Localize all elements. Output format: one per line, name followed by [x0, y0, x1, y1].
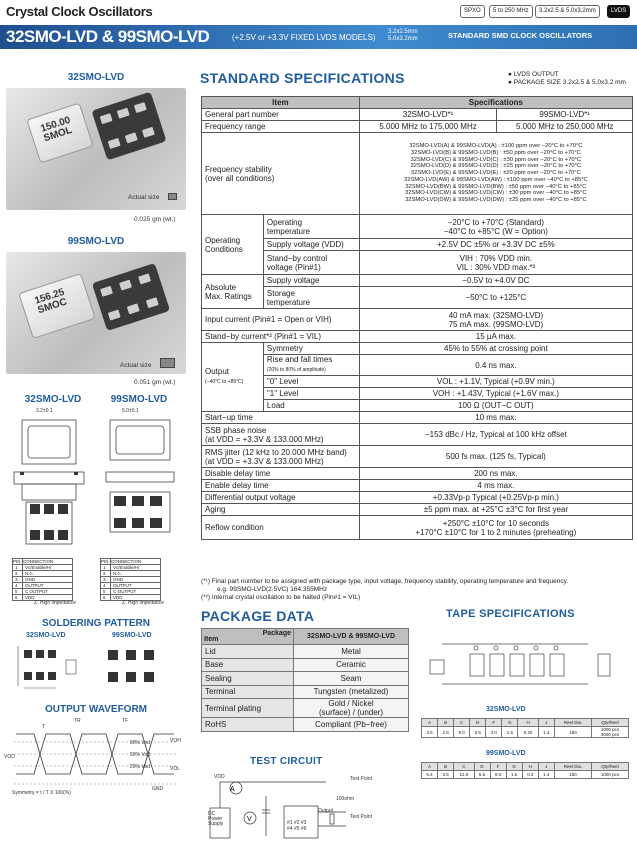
row-lvl0-val: VOL : +1.1V, Typical (+0.9V min.): [359, 376, 632, 388]
row-out-label: [202, 343, 264, 412]
pin-3: #3: [300, 820, 307, 826]
wave-gnd: GND: [152, 786, 164, 792]
row-lvl1-val: VOH : +1.43V, Typical (+1.6V max.): [359, 388, 632, 400]
row-opvdd-val: +2.5V DC ±5% or +3.3V DC ±5%: [359, 239, 632, 251]
size-2: 5.0x3.2mm: [388, 36, 418, 42]
stab-line: 32SMO-LVD(A) & 99SMO-LVD(A) : ±100 ppm over −20°C to +70°C: [409, 142, 583, 149]
row-start-val: 10 ms max.: [359, 412, 632, 424]
row-op-label: Operating Conditions: [202, 215, 264, 275]
tape-cell: 1000 pcs 3000 pcs: [592, 727, 629, 738]
pkg-corner-pkg: Package: [262, 630, 291, 637]
row-reflow-label: Reflow condition: [202, 516, 360, 540]
pkg-item: Lid: [202, 645, 294, 659]
row-stby-label: Stand−by current*² (Pin#1 = VIL): [202, 331, 360, 343]
row-part-a: 32SMO-LVD*¹: [359, 109, 497, 121]
pkg-value: Seam: [294, 672, 409, 686]
tape-cell: 180: [554, 727, 591, 738]
spec-title: STANDARD SPECIFICATIONS: [200, 70, 405, 86]
tape-cell: 8.0: [454, 727, 470, 738]
pin-table-1: [12, 558, 73, 601]
row-part-label: General part number: [202, 109, 360, 121]
spec-bullet-2: ● PACKAGE SIZE 3.2x2.5 & 5.0x3.2 mm: [508, 79, 626, 86]
tape-cell: 1.4: [538, 771, 554, 779]
tag-spxo: SPXO: [460, 5, 485, 18]
solder1-title: 32SMO-LVD: [26, 632, 66, 639]
tape-head: C: [454, 719, 470, 727]
pin-6: #6: [300, 826, 307, 832]
pin-cell: VDD: [111, 595, 161, 601]
photo1-title: 32SMO-LVD: [67, 72, 125, 83]
tape-table-1: [421, 718, 629, 738]
pkg-row: [202, 685, 409, 699]
photo2-title: 99SMO-LVD: [67, 236, 125, 247]
tape-cell: 0.3: [522, 771, 538, 779]
row-opctrl-val: VIH : 70% VDD min. VIL : 30% VDD max.*²: [359, 251, 632, 275]
test-circuit: [206, 770, 366, 846]
stab-line: 32SMO-LVD(BW) & 99SMO-LVD(BW) : ±50 ppm over −40°C to +85°C: [405, 183, 587, 190]
stab-line: 32SMO-LVD(E) & 99SMO-LVD(E) : ±20 ppm over −20°C to +70°C: [410, 170, 581, 177]
tape-drawing: [420, 624, 632, 704]
row-lvl0-label: "0" Level: [263, 376, 359, 388]
row-en-val: 4 ms max.: [359, 480, 632, 492]
model-name: 32SMO-LVD & 99SMO-LVD: [6, 27, 210, 46]
tape-head: J: [538, 763, 554, 771]
pkg-item: Sealing: [202, 672, 294, 686]
wave-vol: VOL: [170, 766, 181, 772]
pin-4: #4: [287, 826, 293, 832]
package-title: PACKAGE DATA: [201, 608, 315, 624]
tape-cell: 0.25: [518, 727, 538, 738]
row-lvl1-label: "1" Level: [263, 388, 359, 400]
out-label: Output: [205, 367, 230, 376]
circuit-r: 100ohm: [336, 796, 355, 802]
pin-cell: 5: [101, 589, 111, 595]
weight-1: 0.025 gm (wt.): [134, 216, 176, 223]
pin-cell: 6: [13, 595, 23, 601]
row-ssb-label: SSB phase noise (at VDD = +3.3V & 133.000 MHz): [202, 424, 360, 446]
solder2-title: 99SMO-LVD: [112, 632, 152, 639]
page-title: Crystal Clock Oscillators: [6, 4, 153, 19]
model-sizes: [388, 29, 418, 43]
package-table: [201, 628, 409, 732]
tape-cell: 180: [554, 771, 591, 779]
pkg-item: Base: [202, 658, 294, 672]
tape-cell: 3.5: [438, 771, 454, 779]
pin-cell: 4: [101, 583, 111, 589]
pin-cell: 1: [13, 565, 23, 571]
spec-bullet-1: ● LVDS OUTPUT: [508, 71, 559, 78]
row-abs-label: Absolute Max. Ratings: [202, 275, 264, 309]
pin-cell: N.C.: [111, 571, 161, 577]
pin-cell: 2: [101, 571, 111, 577]
stab-line: 32SMO-LVD(DW) & 99SMO-LVD(DW) : ±25 ppm over −40°C to +85°C: [405, 197, 587, 204]
wave-tf: TF: [122, 718, 129, 724]
pin-cell: C OUTPUT: [23, 589, 73, 595]
pin-cell: Vc/Enable/Hi: [111, 565, 161, 571]
tape-cell: 3.5: [422, 727, 438, 738]
pkg-item: Terminal plating: [202, 699, 294, 718]
row-freq-b: 5.000 MHz to 250.000 MHz: [497, 121, 633, 133]
pin-head: CONNECTION: [23, 559, 73, 565]
tape-cell: 5.5: [474, 771, 490, 779]
pin-cell: VDD: [23, 595, 73, 601]
wave-symmetry: Symmetry = t / T X 100(%): [12, 790, 71, 796]
row-stab-label: Frequency stability (over all conditions): [202, 133, 360, 215]
pin-cell: 4: [13, 583, 23, 589]
row-dis-val: 200 ns max.: [359, 468, 632, 480]
row-rms-label: RMS jitter (12 kHz to 20.000 MHz band) (at VDD = +3.3V & 133.000 MHz): [202, 446, 360, 468]
row-part-b: 99SMO-LVD*¹: [497, 109, 633, 121]
banner-right-label: STANDARD SMD CLOCK OSCILLATORS: [448, 31, 593, 40]
circuit-out: Output: [318, 808, 334, 814]
tape-cell: 5.4: [422, 771, 438, 779]
row-rms-val: 500 fs max. (125 fs, Typical): [359, 446, 632, 468]
output-waveform: [6, 716, 186, 796]
pkg-item: Terminal: [202, 685, 294, 699]
wave-voh: VOH: [170, 738, 181, 744]
pin-head: PIN: [13, 559, 21, 564]
circuit-dc: DC Power Supply: [208, 811, 224, 827]
note-2: (*²) Internal crystal oscillation to be halted (Pin#1 = VIL): [201, 594, 361, 601]
pin-cell: 2: [13, 571, 23, 577]
tape-head: G: [506, 763, 522, 771]
pin-cell: 1: [101, 565, 111, 571]
tape-head: A: [422, 763, 438, 771]
pin-head: CONNECTION: [111, 559, 161, 565]
tape-cell: 2.8: [438, 727, 454, 738]
row-dis-label: Disable delay time: [202, 468, 360, 480]
spec-notes: [201, 578, 633, 602]
tape-cell: 1000 pcs: [592, 771, 629, 779]
row-stab-values: [359, 133, 632, 215]
dwg1-title: 32SMO-LVD: [24, 394, 82, 405]
dimension-drawings: [6, 414, 186, 554]
pin-head: PIN: [101, 559, 109, 564]
tape-cell: 12.0: [454, 771, 474, 779]
chip-marking-2: 156.25 SMOC: [33, 286, 69, 317]
pkg-row: [202, 672, 409, 686]
row-optemp-label: Operating temperature: [263, 215, 359, 239]
pin-cell: GND: [23, 577, 73, 583]
circuit-tp2: Test Point: [350, 814, 372, 820]
pkg-value: Gold / Nickel (surface) / (under): [294, 699, 409, 718]
tape-cell: 1.5: [502, 727, 518, 738]
row-aging-label: Aging: [202, 504, 360, 516]
spec-col-item: Item: [202, 97, 360, 109]
tape-head: Reel Dia.: [554, 719, 591, 727]
note-1: (*¹) Final part number to be assigned with package type, input voltage, frequency stability, operating temperature and frequency.: [201, 578, 569, 585]
tape-head: G: [502, 719, 518, 727]
svg-text:V: V: [247, 816, 252, 823]
pkg-corner: [202, 629, 294, 645]
pin-cell: 3: [101, 577, 111, 583]
tag-freq: 5 to 250 MHz: [489, 5, 533, 18]
chip-bottom-2: [92, 263, 170, 331]
pin-cell: OUTPUT: [111, 583, 161, 589]
pin-note-2: Z: High impedance: [122, 600, 164, 606]
pkg-item: RoHS: [202, 718, 294, 732]
pkg-value: Ceramic: [294, 658, 409, 672]
tape-head: B: [438, 719, 454, 727]
wave-p80: 80% Vod: [130, 740, 151, 746]
row-rise-val: 0.4 ns max.: [359, 355, 632, 376]
tape-head: D: [474, 763, 490, 771]
wave-p50: 50% Vod: [130, 752, 151, 758]
spec-col-spec: Specifications: [359, 97, 632, 109]
tape-head: Reel Dia.: [554, 763, 591, 771]
tape-head: Qty/Reel: [592, 719, 629, 727]
pin-table-2: [100, 558, 161, 601]
tape-cell: 1.5: [506, 771, 522, 779]
row-sym-val: 45% to 55% at crossing point: [359, 343, 632, 355]
row-icc-label: Input current (Pin#1 = Open or VIH): [202, 309, 360, 331]
row-rise-label: [263, 355, 359, 376]
tape-head: F: [486, 719, 502, 727]
wave-t: T: [42, 724, 46, 730]
pin-5: #5: [293, 826, 300, 832]
tape-head: C: [454, 763, 474, 771]
tape-head: F: [490, 763, 506, 771]
row-ssb-val: −153 dBc / Hz, Typical at 100 kHz offset: [359, 424, 632, 446]
tape-title: TAPE SPECIFICATIONS: [446, 608, 575, 620]
row-absvdd-val: −0.5V to +4.0V DC: [359, 275, 632, 287]
pin-cell: GND: [111, 577, 161, 583]
rise-sub: (20% to 80% of amplitude): [266, 367, 326, 373]
row-optemp-val: −20°C to +70°C (Standard) −40°C to +85°C (W = Option): [359, 215, 632, 239]
chip-marking-1: 150.00 SMOL: [39, 114, 74, 145]
row-reflow-val: +250°C ±10°C for 10 seconds +170°C ±10°C for 1 to 2 minutes (preheating): [359, 516, 632, 540]
row-freq-label: Frequency range: [202, 121, 360, 133]
tape-table-2: [421, 762, 629, 779]
tape-cell: 4.0: [486, 727, 502, 738]
pin-cell: N.C.: [23, 571, 73, 577]
pkg-row: [202, 699, 409, 718]
row-start-label: Start−up time: [202, 412, 360, 424]
photo1: [6, 88, 186, 210]
tape-head: D: [470, 719, 486, 727]
tape-head: H: [522, 763, 538, 771]
circuit-tp1: Test Point: [350, 776, 372, 782]
row-stby-val: 15 μA max.: [359, 331, 632, 343]
row-absvdd-label: Supply voltage: [263, 275, 359, 287]
tape-head: H: [518, 719, 538, 727]
row-diff-val: +0.33Vp-p Typical (+0.25Vp-p min.): [359, 492, 632, 504]
model-subtitle: (+2.5V or +3.3V FIXED LVDS MODELS): [232, 33, 376, 42]
soldering-pattern: [6, 642, 186, 696]
dwg2-title: 99SMO-LVD: [110, 394, 168, 405]
stab-line: 32SMO-LVD(C) & 99SMO-LVD(C) : ±30 ppm over −20°C to +70°C: [410, 156, 582, 163]
dwg1-dim: 3.2±0.1: [36, 408, 53, 414]
pkg-row: [202, 718, 409, 732]
wave-vod: VOD: [4, 754, 15, 760]
stab-line: 32SMO-LVD(D) & 99SMO-LVD(D) : ±25 ppm over −20°C to +70°C: [410, 163, 582, 170]
row-load-val: 100 Ω (OUT−C OUT): [359, 400, 632, 412]
output-waveform-title: OUTPUT WAVEFORM: [44, 704, 148, 715]
row-absstor-label: Storage temperature: [263, 287, 359, 309]
soldering-title: SOLDERING PATTERN: [42, 618, 150, 629]
actual-size-box-1: [168, 193, 177, 200]
pin-cell: OUTPUT: [23, 583, 73, 589]
pkg-value: Compliant (Pb−free): [294, 718, 409, 732]
pin-note-1: Z: High impedance: [34, 600, 76, 606]
stab-line: 32SMO-LVD(B) & 99SMO-LVD(B) : ±50 ppm over −20°C to +70°C: [410, 149, 581, 156]
pkg-row: [202, 658, 409, 672]
tag-size: 3.2x2.5 & 5.0x3.2mm: [535, 5, 600, 18]
svg-text:A: A: [230, 786, 235, 793]
row-absstor-val: −50°C to +125°C: [359, 287, 632, 309]
dwg2-dim: 5.0±0.1: [122, 408, 139, 414]
circuit-pins: [287, 820, 306, 832]
tape-cell: 8.0: [490, 771, 506, 779]
note-1b: e.g. 99SMO-LVD(2.5VC) 164.355MHz: [217, 586, 328, 593]
pkg-corner-item: Item: [204, 636, 219, 643]
tape-head: A: [422, 719, 438, 727]
tape2-title: 99SMO-LVD: [486, 750, 526, 757]
pkg-value: Metal: [294, 645, 409, 659]
wave-p20: 20% Vod: [130, 764, 151, 770]
pin-2: #2: [293, 820, 300, 826]
tape-cell: 3.5: [470, 727, 486, 738]
out-sub: (−40°C to +85°C): [205, 379, 244, 385]
tape-cell: 1.4: [538, 727, 554, 738]
row-en-label: Enable delay time: [202, 480, 360, 492]
stab-line: 32SMO-LVD(AW) & 99SMO-LVD(AW) : ±100 ppm over −40°C to +85°C: [404, 176, 588, 183]
photo2: [6, 252, 186, 374]
row-freq-a: 5.000 MHz to 175.000 MHz: [359, 121, 497, 133]
row-opvdd-label: Supply voltage (VDD): [263, 239, 359, 251]
pin-cell: 6: [101, 595, 111, 601]
stab-line: 32SMO-LVD(CW) & 99SMO-LVD(CW) : ±30 ppm over −40°C to +85°C: [405, 190, 587, 197]
actual-size-label-2: Actual size: [120, 362, 152, 369]
size-1: 3.2x2.5mm: [388, 29, 418, 35]
pin-cell: Vc/Enable/Hi: [23, 565, 73, 571]
row-sym-label: Symmetry: [263, 343, 359, 355]
row-diff-label: Differential output voltage: [202, 492, 360, 504]
tape1-title: 32SMO-LVD: [486, 706, 526, 713]
pin-1: #1: [287, 820, 293, 826]
circuit-title: TEST CIRCUIT: [250, 756, 323, 767]
row-opctrl-label: Stand−by control voltage (Pin#1): [263, 251, 359, 275]
chip-bottom-1: [91, 92, 166, 161]
wave-tr: TR: [74, 718, 81, 724]
pin-cell: 5: [13, 589, 23, 595]
tape-head: J: [538, 719, 554, 727]
actual-size-box-2: [160, 358, 175, 368]
actual-size-label-1: Actual size: [128, 194, 160, 201]
pin-cell: C-OUTPUT: [111, 589, 161, 595]
tape-head: B: [438, 763, 454, 771]
row-aging-val: ±5 ppm max. at +25°C ±3°C for first year: [359, 504, 632, 516]
tape-head: Qty/Reel: [592, 763, 629, 771]
spec-table: [201, 96, 633, 540]
pkg-col: 32SMO-LVD & 99SMO-LVD: [294, 629, 409, 645]
pkg-value: Tungsten (metalized): [294, 685, 409, 699]
pin-cell: 3: [13, 577, 23, 583]
rise-label: Rise and fall times: [266, 355, 333, 364]
tag-lvds: LVDS: [607, 5, 630, 18]
pkg-row: [202, 645, 409, 659]
circuit-vdd: VDD: [214, 774, 225, 780]
row-load-label: Load: [263, 400, 359, 412]
weight-2: 0.051 gm (wt.): [134, 379, 176, 386]
row-icc-val: 40 mA max. (32SMO-LVD) 75 mA max. (99SMO-LVD): [359, 309, 632, 331]
